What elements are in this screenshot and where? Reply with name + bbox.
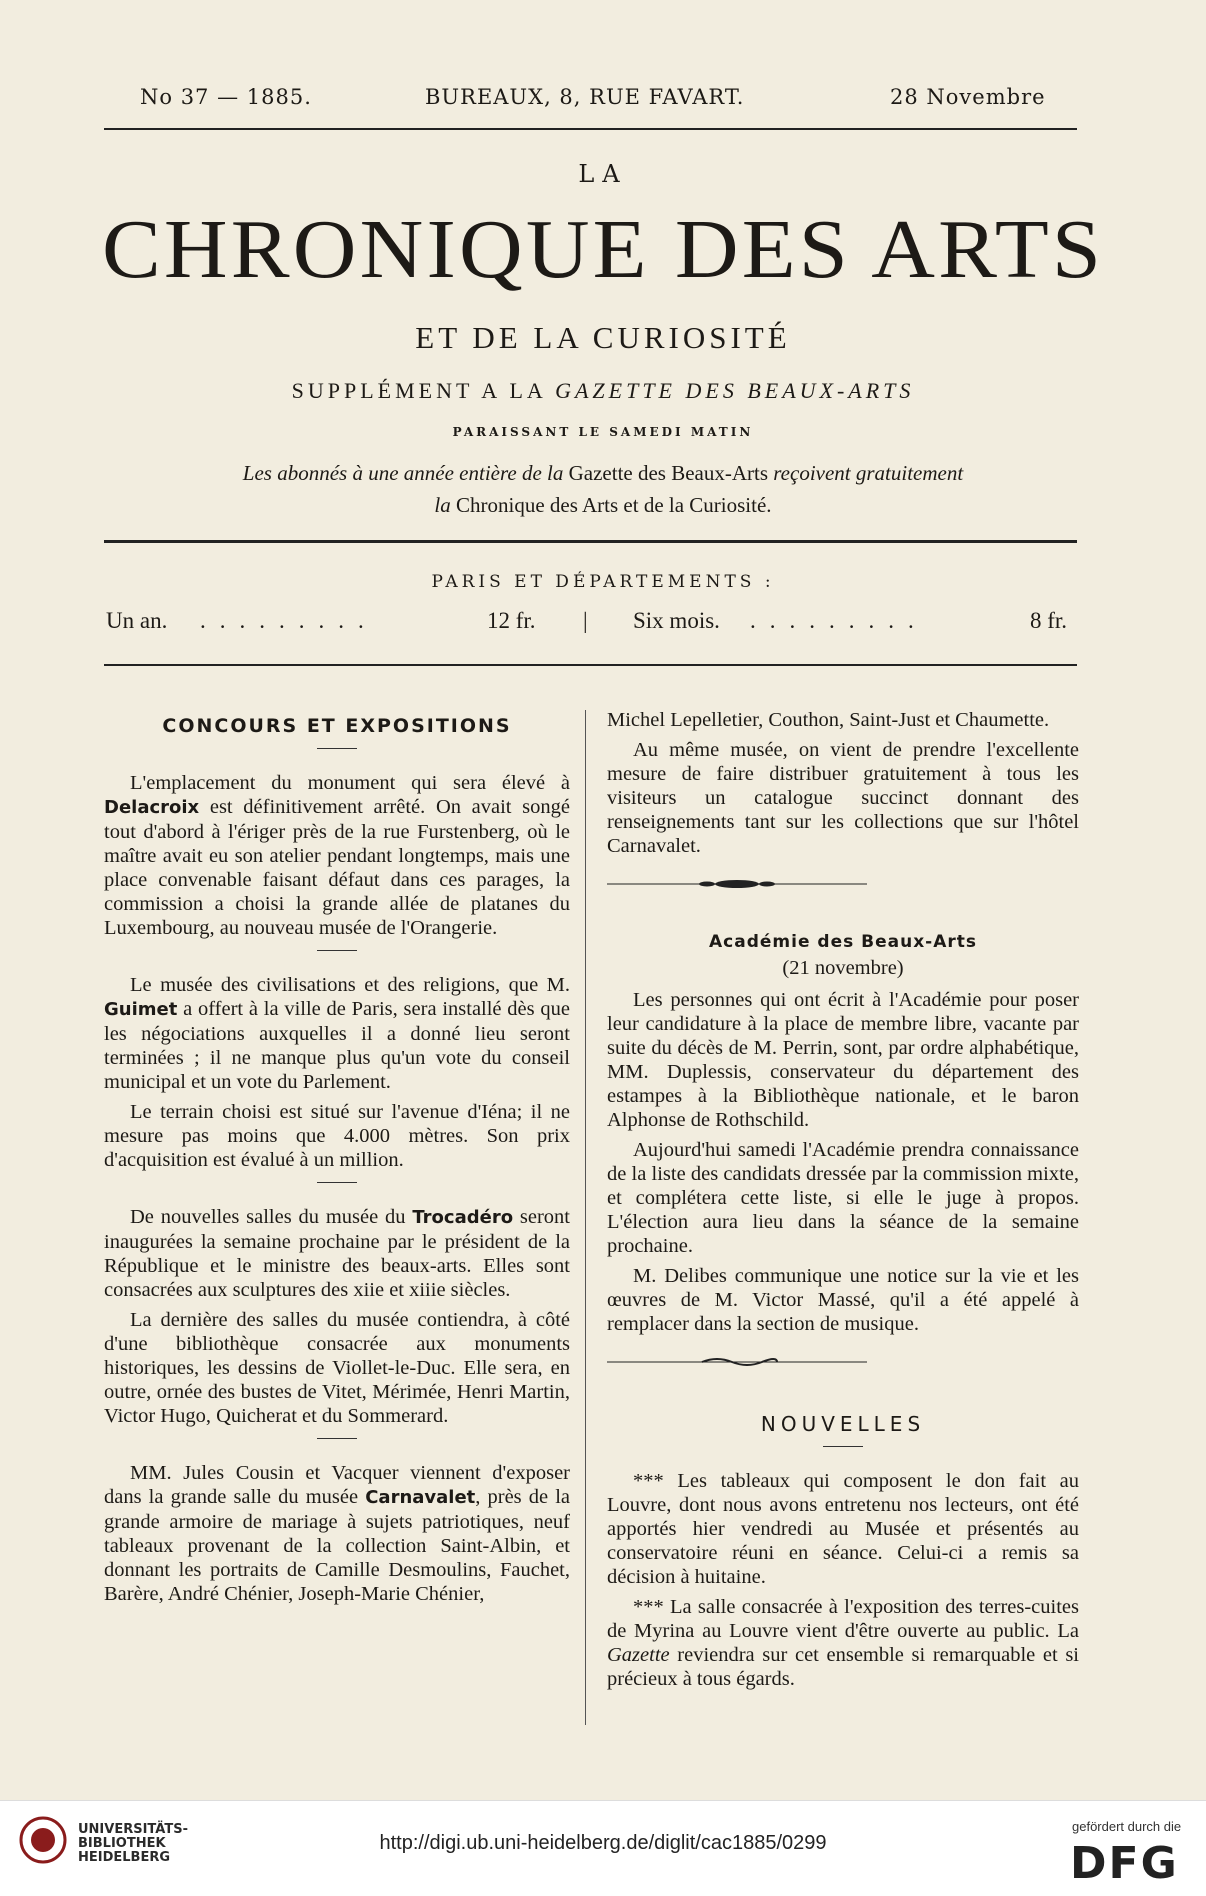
short-rule <box>317 1438 357 1439</box>
paragraph-catalogue: Au même musée, on vient de prendre l'excellente mesure de faire distribuer gratuitement à tous les visiteurs un catalogue succinct donnant des renseignements tant sur les collections que sur l'hôtel Carnavalet. <box>607 739 1079 857</box>
asterism: *** <box>633 1470 678 1492</box>
name-delacroix: Delacroix <box>104 797 200 818</box>
supplement-text: SUPPLÉMENT A LA <box>291 378 546 403</box>
subscriber-note-2a: la <box>434 493 451 517</box>
paragraph-trocadero <box>104 1205 570 1302</box>
text: , près de la grande armoire de mariage à sujets patriotiques, neuf tableaux provenant de la collection Saint-Albin, et donnant les portraits de Camille Desmoulins, Fauchet, Barère, André Chénier, Joseph-Marie Chénier, <box>104 1486 571 1605</box>
funding-label: gefördert durch die <box>1072 1819 1182 1834</box>
subscriber-note-1a: Les abonnés à une année entière de la <box>242 461 564 485</box>
paragraph-election: Aujourd'hui samedi l'Académie prendra connaissance de la liste des candidats dressée par la commission mixte, et complétera cette liste, si elle le juge à propos. L'élection aura lieu dans la séance de la semaine prochaine. <box>607 1139 1079 1257</box>
masthead-article: LA <box>578 160 628 188</box>
price-divider: | <box>583 608 588 633</box>
uni-line-1: UNIVERSITÄTS- <box>78 1822 188 1837</box>
name-trocadero: Trocadéro <box>412 1207 514 1228</box>
subscription-heading: PARIS ET DÉPARTEMENTS : <box>431 572 775 592</box>
ornament-divider <box>607 878 867 890</box>
academie-date: (21 novembre) <box>782 957 904 979</box>
short-rule <box>317 950 357 951</box>
paragraph-chaumette: Michel Lepelletier, Couthon, Saint-Just et Chaumette. <box>607 709 1050 731</box>
uni-line-3: HEIDELBERG <box>78 1850 171 1865</box>
issue-number: No 37 — 1885. <box>140 85 312 109</box>
dfg-logo: DFG <box>1070 1838 1179 1889</box>
short-rule <box>823 1446 863 1447</box>
uni-line-2: BIBLIOTHEK <box>78 1836 166 1851</box>
text: La salle consacrée à l'exposition des terres-cuites de Myrina au Louvre vient d'être ouverte au public. La <box>607 1596 1079 1642</box>
masthead-subtitle: ET DE LA CURIOSITÉ <box>415 320 791 355</box>
masthead-rule <box>104 540 1077 543</box>
paragraph-derniere-salle: La dernière des salles du musée contiendra, à côté d'une bibliothèque consacrée aux monuments historiques, les dessins de Viollet-le-Duc. Elle sera, en outre, ornée des bustes de Vitet, Mérimée, Henri Martin, Victor Hugo, Quicherat et du Sommerard. <box>104 1309 570 1427</box>
leader-dots-1: ......... <box>200 608 378 633</box>
leader-dots-2: ......... <box>750 608 928 633</box>
paragraph-myrina <box>607 1595 1079 1691</box>
text: L'emplacement du monument qui sera élevé à <box>130 772 570 794</box>
paragraph-tableaux <box>607 1469 1079 1589</box>
right-column <box>607 708 1079 1697</box>
paragraph-terrain: Le terrain choisi est situé sur l'avenue d'Iéna; il ne mesure pas moins que 4.000 mètres. Son prix d'acquisition est évalué à un million. <box>104 1101 570 1171</box>
subscriber-note <box>0 457 1206 521</box>
text: est définitivement arrêté. On avait songé tout d'abord à l'ériger près de la rue Furstenberg, où le maître avait eu son atelier pendant longtemps, mais une place convenable faisant défaut dans ces parages, la commission a choisi la grande allée de platanes du Luxembourg, au nouveau musée de l'Orangerie. <box>104 796 570 939</box>
publication-schedule: PARAISSANT LE SAMEDI MATIN <box>452 425 754 439</box>
supplement-gazette: GAZETTE DES BEAUX-ARTS <box>555 378 915 403</box>
paragraph-delibes: M. Delibes communique une notice sur la vie et les œuvres de M. Victor Massé, qu'il a été appelé à remplacer dans la section de musique. <box>607 1265 1079 1335</box>
column-divider <box>585 710 586 1725</box>
supplement-line <box>0 378 1206 404</box>
text: MM. Jules Cousin et Vacquer viennent d'exposer dans la grande salle du musée <box>104 1462 570 1508</box>
issue-date: 28 Novembre <box>890 85 1046 109</box>
paragraph-delacroix <box>104 771 570 940</box>
subscription-rule <box>104 664 1077 666</box>
asterism: *** <box>633 1596 671 1618</box>
left-column <box>104 708 570 1612</box>
subscription-year-label: Un an. <box>106 608 168 633</box>
masthead-title: CHRONIQUE DES ARTS <box>101 203 1105 296</box>
text: reviendra sur cet ensemble si remarquable et si précieux à tous égards. <box>607 1644 1080 1690</box>
short-rule <box>317 1182 357 1183</box>
subscription-year-price: 12 fr. <box>487 608 536 633</box>
subscription-six-price: 8 fr. <box>1030 608 1068 633</box>
subscriber-note-2b: Chronique des Arts et de la Curiosité. <box>456 493 772 517</box>
source-url[interactable]: http://digi.ub.uni-heidelberg.de/diglit/cac1885/0299 <box>379 1832 827 1854</box>
section-heading-concours: CONCOURS ET EXPOSITIONS <box>162 715 512 737</box>
name-guimet: Guimet <box>104 999 178 1020</box>
section-heading-academie: Académie des Beaux-Arts <box>709 932 977 952</box>
subscription-six-label: Six mois. <box>633 608 720 633</box>
short-rule <box>317 748 357 749</box>
text: a offert à la ville de Paris, sera installé dès que les négociations auxquelles il a donné lieu seront terminées ; il ne manque plus qu'un vote du conseil municipal et un vote du Parlement. <box>104 998 570 1093</box>
section-heading-nouvelles: NOUVELLES <box>760 1412 926 1436</box>
text: seront inaugurées la semaine prochaine par le président de la République et le ministre des beaux-arts. Elles sont consacrées aux sculptures des xiie et xiiie siècles. <box>104 1206 570 1301</box>
paragraph-guimet <box>104 973 570 1094</box>
header-rule <box>104 128 1077 130</box>
subscriber-note-1b: Gazette des Beaux-Arts <box>568 461 769 485</box>
ornament-divider <box>607 1356 867 1368</box>
paragraph-candidatures: Les personnes qui ont écrit à l'Académie pour poser leur candidature à la place de membre libre, vacante par suite du décès de M. Perrin, sont, par ordre alphabétique, MM. Duplessis, conservateur du département des estampes à la Bibliothèque nationale, et le baron Alphonse de Rothschild. <box>607 989 1079 1131</box>
paragraph-carnavalet <box>104 1461 570 1606</box>
gazette-italic: Gazette <box>607 1644 670 1666</box>
subscriber-note-1c: reçoivent gratuitement <box>773 461 964 485</box>
text: Les tableaux qui composent le don fait au Louvre, dont nous avons entretenu nos lecteurs, ont été apportés hier vendredi au Musée et présentés au conservatoire réuni en séance. Celui-ci a remis sa décision à huitaine. <box>607 1470 1079 1588</box>
text: Le musée des civilisations et des religions, que M. <box>130 974 570 996</box>
office-address: BUREAUX, 8, RUE FAVART. <box>425 85 745 109</box>
name-carnavalet: Carnavalet <box>365 1487 476 1508</box>
text: De nouvelles salles du musée du <box>130 1206 406 1228</box>
